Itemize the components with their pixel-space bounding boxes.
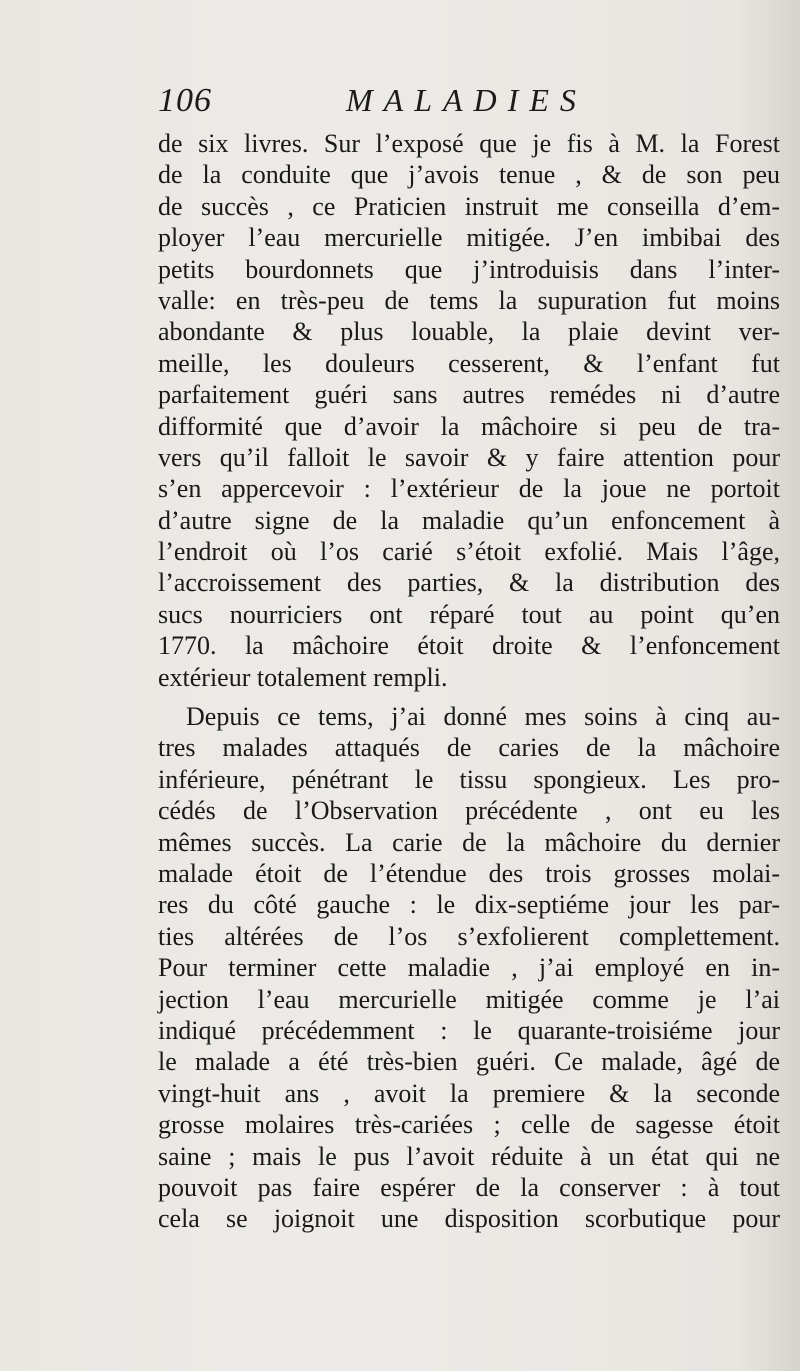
page-header bbox=[158, 82, 778, 122]
text-line: s’en appercevoir : l’extérieur de la joue ne portoit bbox=[158, 474, 780, 504]
text-line: Pour terminer cette maladie , j’ai employé en in- bbox=[158, 953, 780, 983]
running-head: MALADIES bbox=[346, 82, 587, 118]
text-line: vingt-huit ans , avoit la premiere & la seconde bbox=[158, 1078, 780, 1108]
text-line: ties altérées de l’os s’exfolierent complettement. bbox=[158, 921, 780, 951]
text-line: saine ; mais le pus l’avoit réduite à un état qui ne bbox=[158, 1141, 780, 1171]
text-line: sucs nourriciers ont réparé tout au point qu’en bbox=[158, 599, 780, 629]
text-line: petits bourdonnets que j’introduisis dans l’inter- bbox=[158, 254, 780, 284]
text-line: malade étoit de l’étendue des trois grosses molai- bbox=[158, 858, 780, 888]
text-line: jection l’eau mercurielle mitigée comme je l’ai bbox=[158, 984, 780, 1014]
text-line: abondante & plus louable, la plaie devint ver- bbox=[158, 317, 780, 347]
text-line: mêmes succès. La carie de la mâchoire du dernier bbox=[158, 827, 780, 857]
text-line: le malade a été très-bien guéri. Ce malade, âgé de bbox=[158, 1047, 780, 1077]
text-line: parfaitement guéri sans autres remédes ni d’autre bbox=[158, 380, 780, 410]
page-number: 106 bbox=[158, 82, 212, 119]
text-line: difformité que d’avoir la mâchoire si peu de tra- bbox=[158, 411, 780, 441]
text-line: Depuis ce tems, j’ai donné mes soins à cinq au- bbox=[186, 702, 780, 732]
text-line: d’autre signe de la maladie qu’un enfoncement à bbox=[158, 505, 780, 535]
text-line: pouvoit pas faire espérer de la conserver : à tout bbox=[158, 1172, 780, 1202]
text-line: l’accroissement des parties, & la distribution des bbox=[158, 568, 780, 598]
paragraph-1 bbox=[158, 128, 780, 693]
text-line: tres malades attaqués de caries de la mâchoire bbox=[158, 733, 780, 763]
text-line: inférieure, pénétrant le tissu spongieux. Les pro- bbox=[158, 764, 780, 794]
body-text bbox=[158, 128, 780, 1235]
text-line: cédés de l’Observation précédente , ont eu les bbox=[158, 796, 780, 826]
text-line: de six livres. Sur l’exposé que je fis à M. la Forest bbox=[158, 129, 780, 158]
text-line: cela se joignoit une disposition scorbutique pour bbox=[158, 1204, 780, 1234]
text-line: meille, les douleurs cesserent, & l’enfant fut bbox=[158, 348, 780, 378]
text-line: indiqué précédemment : le quarante-troisiéme jour bbox=[158, 1015, 780, 1045]
text-line: valle: en très-peu de tems la supuration fut moins bbox=[158, 285, 780, 315]
text-line: grosse molaires très-cariées ; celle de sagesse étoit bbox=[158, 1110, 780, 1140]
text-line: 1770. la mâchoire étoit droite & l’enfoncement bbox=[158, 631, 780, 661]
text-line: ployer l’eau mercurielle mitigée. J’en imbibai des bbox=[158, 223, 780, 253]
text-line: l’endroit où l’os carié s’étoit exfolié. Mais l’âge, bbox=[158, 537, 780, 567]
paragraph-gap bbox=[158, 693, 780, 701]
text-line: res du côté gauche : le dix-septiéme jour les par- bbox=[158, 890, 780, 920]
text-line: de la conduite que j’avois tenue , & de son peu bbox=[158, 160, 780, 190]
text-line: de succès , ce Praticien instruit me conseilla d’em- bbox=[158, 191, 780, 221]
paragraph-2 bbox=[158, 701, 780, 1235]
text-line: extérieur totalement rempli. bbox=[158, 662, 448, 692]
text-line: vers qu’il falloit le savoir & y faire attention pour bbox=[158, 442, 780, 472]
